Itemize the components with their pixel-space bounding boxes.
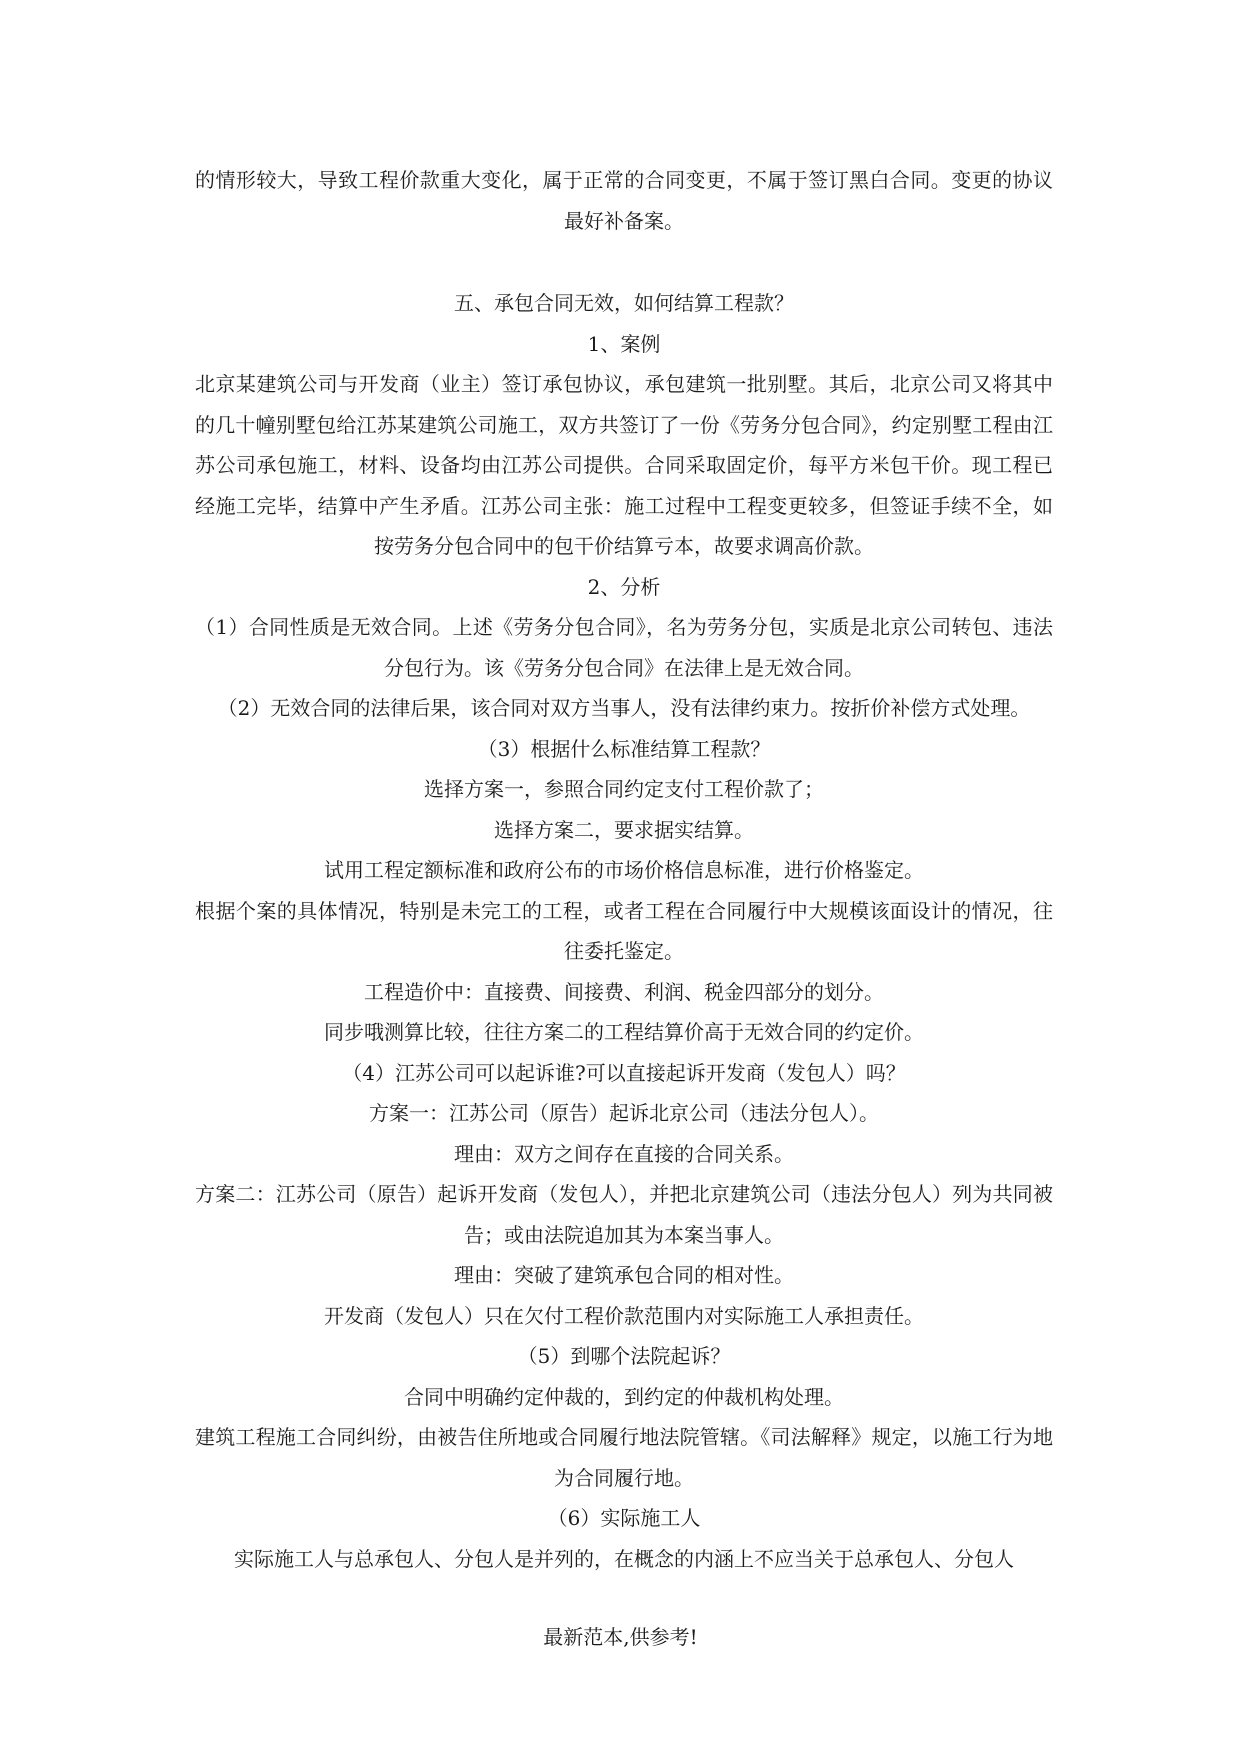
- subheading-analysis: 2、分析: [587, 574, 661, 599]
- paragraph-case: 北京某建筑公司与开发商（业主）签订承包协议，承包建筑一批别墅。其后，北京公司又将其中的几十幢别墅包给江苏某建筑公司施工，双方共签订了一份《劳务分包合同》，约定别墅工程由江苏公司承包施工，材料、设备均由江苏公司提供。合同采取固定价，每平方米包干价。现工程已经施工完毕，结算中产生矛盾。江苏公司主张：施工过程中工程变更较多，但签证手续不全，如按劳务分包合同中的包干价结算亏本，故要求调高价款。: [195, 372, 1053, 558]
- paragraph-cost-division: 工程造价中：直接费、间接费、利润、税金四部分的划分。: [364, 979, 884, 1004]
- paragraph-analysis-5: （5）到哪个法院起诉？: [517, 1344, 731, 1368]
- section-heading: 五、承包合同无效，如何结算工程款？: [454, 291, 794, 315]
- paragraph-plan-1: 方案一：江苏公司（原告）起诉北京公司（违法分包人）。: [369, 1101, 879, 1125]
- paragraph-plan-2: 方案二：江苏公司（原告）起诉开发商（发包人），并把北京建筑公司（违法分包人）列为共同被告；或由法院追加其为本案当事人。: [195, 1182, 1053, 1247]
- paragraph-liability: 开发商（发包人）只在欠付工程价款范围内对实际施工人承担责任。: [324, 1303, 924, 1328]
- paragraph-reason-1: 理由：双方之间存在直接的合同关系。: [454, 1141, 794, 1166]
- paragraph-actual-builder: 实际施工人与总承包人、分包人是并列的，在概念的内涵上不应当关于总承包人、分包人: [234, 1546, 1014, 1571]
- paragraph-appraisal: 根据个案的具体情况，特别是未完工的工程，或者工程在合同履行中大规模该面设计的情况，往往委托鉴定。: [195, 898, 1053, 963]
- paragraph-option-2: 选择方案二，要求据实结算。: [494, 817, 754, 842]
- page-footer: 最新范本,供参考!: [543, 1625, 698, 1649]
- document-body: [195, 160, 1053, 1579]
- paragraph-standard: 试用工程定额标准和政府公布的市场价格信息标准，进行价格鉴定。: [324, 858, 924, 882]
- paragraph-comparison: 同步哦测算比较，往往方案二的工程结算价高于无效合同的约定价。: [324, 1020, 924, 1044]
- paragraph-continuation: 的情形较大，导致工程价款重大变化，属于正常的合同变更，不属于签订黑白合同。变更的协议最好补备案。: [195, 168, 1053, 233]
- paragraph-jurisdiction: 建筑工程施工合同纠纷，由被告住所地或合同履行地法院管辖。《司法解释》规定，以施工行为地为合同履行地。: [195, 1425, 1053, 1490]
- paragraph-analysis-3: （3）根据什么标准结算工程款？: [477, 736, 771, 761]
- paragraph-analysis-6: （6）实际施工人: [547, 1506, 701, 1530]
- section-gap: [195, 241, 1053, 283]
- paragraph-arbitration: 合同中明确约定仲裁的，到约定的仲裁机构处理。: [404, 1384, 844, 1409]
- paragraph-analysis-1: （1）合同性质是无效合同。上述《劳务分包合同》，名为劳务分包，实质是北京公司转包、违法分包行为。该《劳务分包合同》在法律上是无效合同。: [195, 615, 1053, 680]
- paragraph-analysis-2: （2）无效合同的法律后果，该合同对双方当事人，没有法律约束力。按折价补偿方式处理。: [217, 696, 1031, 720]
- paragraph-analysis-4: （4）江苏公司可以起诉谁?可以直接起诉开发商（发包人）吗？: [342, 1060, 906, 1085]
- paragraph-option-1: 选择方案一，参照合同约定支付工程价款了；: [424, 777, 824, 801]
- paragraph-reason-2: 理由：突破了建筑承包合同的相对性。: [454, 1263, 794, 1287]
- subheading-case: 1、案例: [587, 331, 661, 356]
